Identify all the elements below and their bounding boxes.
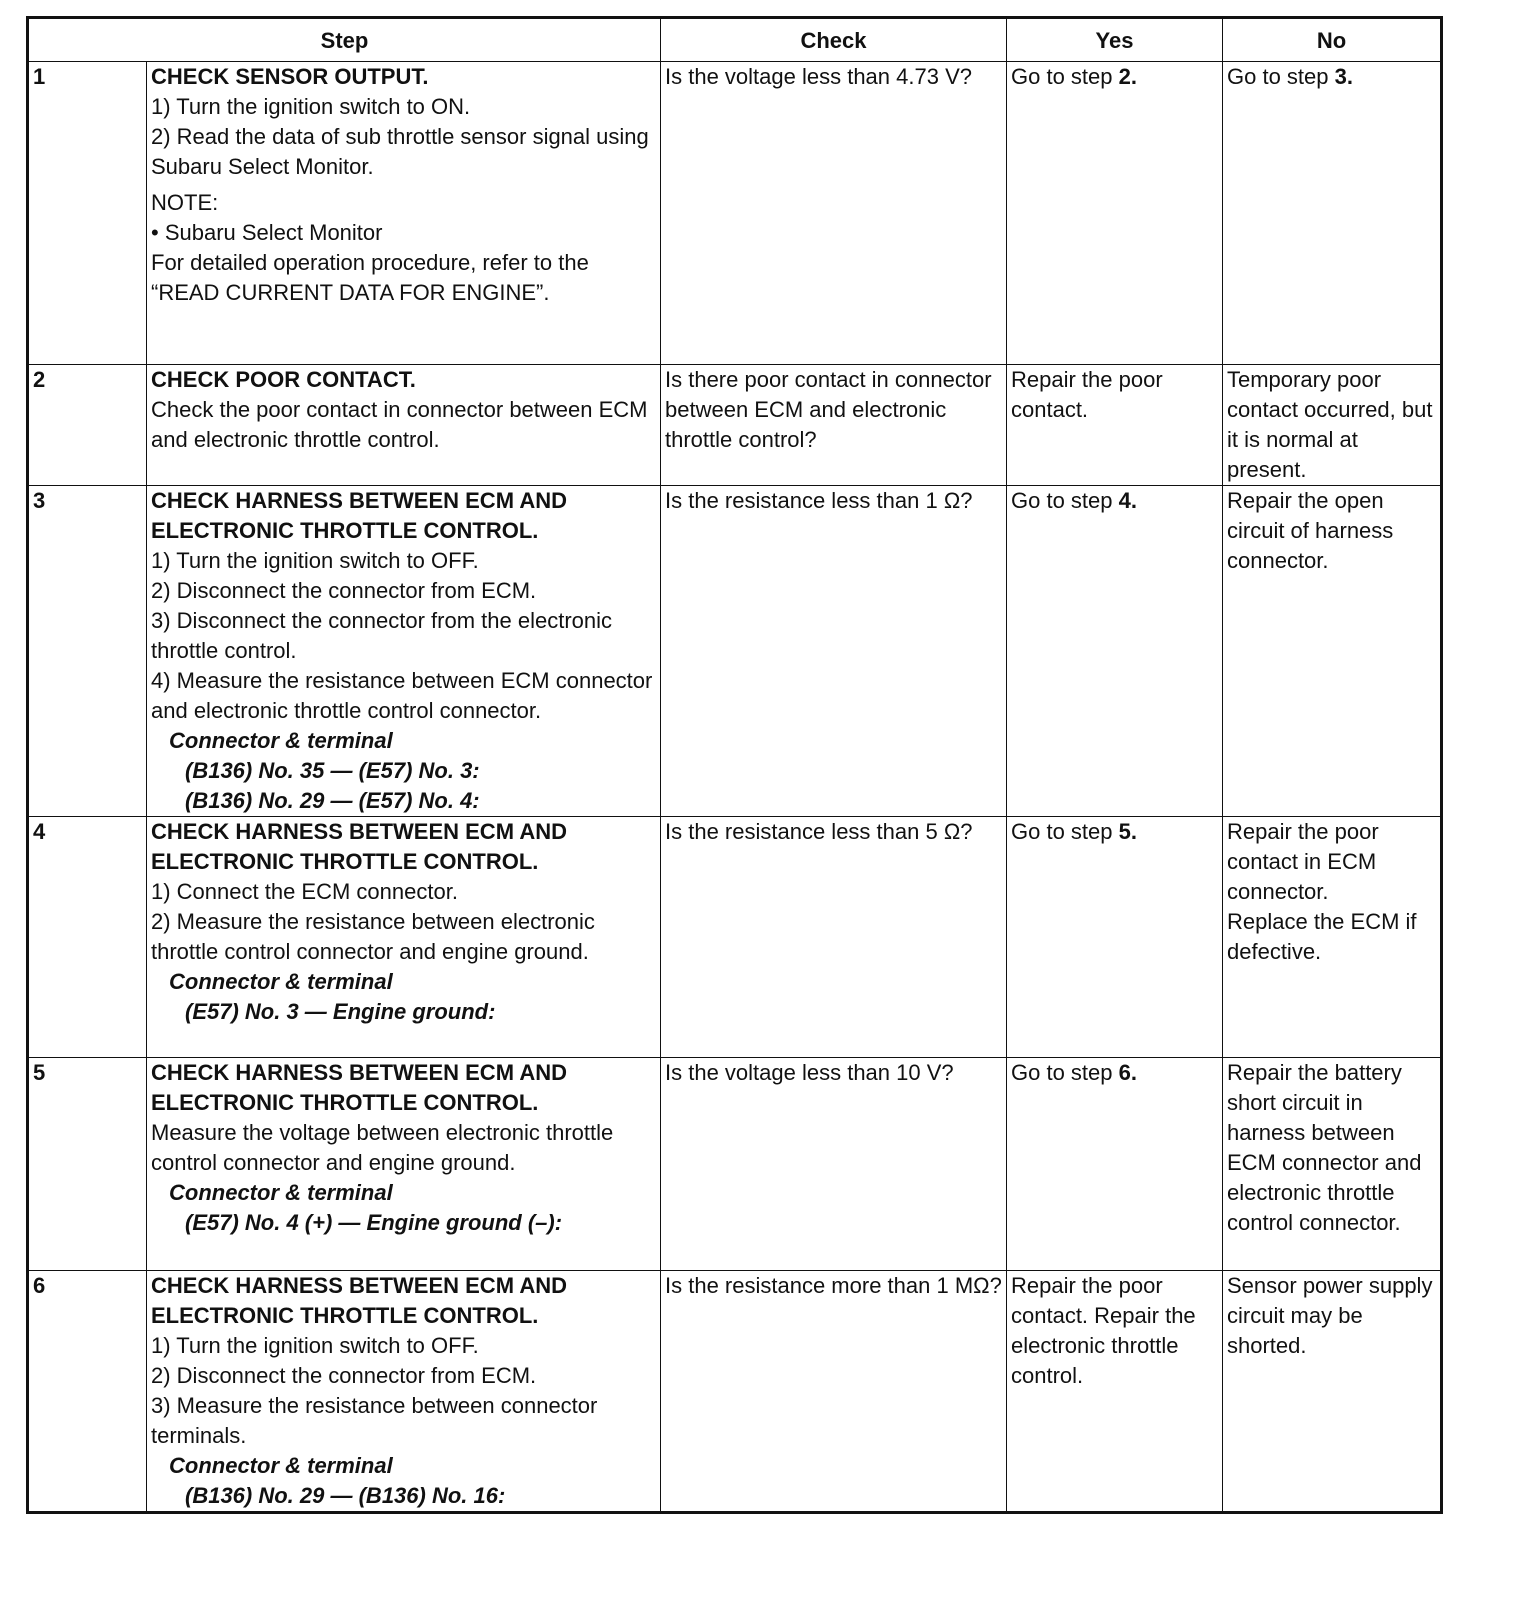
step-instruction: 1) Turn the ignition switch to OFF. bbox=[151, 1333, 479, 1358]
step-instruction: 3) Disconnect the connector from the electronic throttle control. bbox=[151, 608, 613, 663]
table-row bbox=[28, 1058, 1442, 1271]
table-row bbox=[28, 365, 1442, 486]
connector-terminal-label: Connector & terminal bbox=[169, 1453, 393, 1478]
connector-terminal-label: Connector & terminal bbox=[169, 969, 393, 994]
step-number: 4 bbox=[28, 817, 147, 1058]
step-title: CHECK HARNESS BETWEEN ECM AND ELECTRONIC THROTTLE CONTROL. bbox=[151, 1273, 567, 1328]
check-cell: Is the voltage less than 4.73 V? bbox=[661, 62, 1007, 365]
step-number: 1 bbox=[28, 62, 147, 365]
yes-step-ref: 5. bbox=[1118, 819, 1137, 844]
check-cell: Is there poor contact in connector between ECM and electronic throttle control? bbox=[661, 365, 1007, 486]
connector-terminal-label: Connector & terminal bbox=[169, 728, 393, 753]
yes-cell bbox=[1007, 817, 1223, 1058]
step-instruction: 3) Measure the resistance between connector terminals. bbox=[151, 1393, 598, 1448]
no-cell bbox=[1223, 62, 1442, 365]
step-description bbox=[147, 365, 661, 486]
table-row bbox=[28, 1271, 1442, 1513]
step-instruction: Check the poor contact in connector between ECM and electronic throttle control. bbox=[151, 397, 648, 452]
yes-cell bbox=[1007, 1058, 1223, 1271]
connector-terminal-spec: (B136) No. 35 — (E57) No. 3: bbox=[185, 758, 480, 783]
check-cell: Is the resistance less than 5 Ω? bbox=[661, 817, 1007, 1058]
step-title: CHECK HARNESS BETWEEN ECM AND ELECTRONIC THROTTLE CONTROL. bbox=[151, 488, 567, 543]
yes-prefix: Go to step bbox=[1011, 488, 1119, 513]
table-row bbox=[28, 486, 1442, 817]
step-description bbox=[147, 1058, 661, 1271]
step-description bbox=[147, 62, 661, 365]
header-no: No bbox=[1223, 18, 1442, 62]
no-text: Replace the ECM if defective. bbox=[1227, 909, 1417, 964]
step-instruction: Measure the voltage between electronic throttle control connector and engine ground. bbox=[151, 1120, 614, 1175]
no-cell: Sensor power supply circuit may be shorted. bbox=[1223, 1271, 1442, 1513]
yes-step-ref: 2. bbox=[1118, 64, 1137, 89]
table-row bbox=[28, 62, 1442, 365]
connector-terminal-spec: (E57) No. 3 — Engine ground: bbox=[185, 999, 496, 1024]
step-instruction: 1) Turn the ignition switch to OFF. bbox=[151, 548, 479, 573]
step-number: 3 bbox=[28, 486, 147, 817]
yes-cell bbox=[1007, 486, 1223, 817]
yes-prefix: Go to step bbox=[1011, 1060, 1119, 1085]
step-description bbox=[147, 486, 661, 817]
no-prefix: Go to step bbox=[1227, 64, 1335, 89]
step-description bbox=[147, 817, 661, 1058]
note-line: For detailed operation procedure, refer to the “READ CURRENT DATA FOR ENGINE”. bbox=[151, 250, 589, 305]
table-header-row bbox=[28, 18, 1442, 62]
no-cell: Repair the open circuit of harness connector. bbox=[1223, 486, 1442, 817]
yes-prefix: Go to step bbox=[1011, 64, 1119, 89]
connector-terminal-spec: (E57) No. 4 (+) — Engine ground (–): bbox=[185, 1210, 563, 1235]
step-instruction: 4) Measure the resistance between ECM connector and electronic throttle control connector. bbox=[151, 668, 653, 723]
step-description bbox=[147, 1271, 661, 1513]
no-cell: Repair the battery short circuit in harness between ECM connector and electronic throttle control connector. bbox=[1223, 1058, 1442, 1271]
step-instruction: 2) Disconnect the connector from ECM. bbox=[151, 578, 537, 603]
step-number: 6 bbox=[28, 1271, 147, 1513]
step-title: CHECK POOR CONTACT. bbox=[151, 367, 416, 392]
step-instruction: 1) Turn the ignition switch to ON. bbox=[151, 94, 471, 119]
step-number: 5 bbox=[28, 1058, 147, 1271]
step-title: CHECK HARNESS BETWEEN ECM AND ELECTRONIC THROTTLE CONTROL. bbox=[151, 1060, 567, 1115]
yes-step-ref: 6. bbox=[1118, 1060, 1137, 1085]
no-cell bbox=[1223, 817, 1442, 1058]
yes-cell: Repair the poor contact. Repair the electronic throttle control. bbox=[1007, 1271, 1223, 1513]
check-cell: Is the resistance less than 1 Ω? bbox=[661, 486, 1007, 817]
step-instruction: 2) Disconnect the connector from ECM. bbox=[151, 1363, 537, 1388]
step-title: CHECK HARNESS BETWEEN ECM AND ELECTRONIC THROTTLE CONTROL. bbox=[151, 819, 567, 874]
step-instruction: 2) Read the data of sub throttle sensor signal using Subaru Select Monitor. bbox=[151, 124, 649, 179]
connector-terminal-label: Connector & terminal bbox=[169, 1180, 393, 1205]
step-number: 2 bbox=[28, 365, 147, 486]
step-title: CHECK SENSOR OUTPUT. bbox=[151, 64, 429, 89]
table-row bbox=[28, 817, 1442, 1058]
header-step: Step bbox=[28, 18, 661, 62]
yes-cell bbox=[1007, 62, 1223, 365]
header-yes: Yes bbox=[1007, 18, 1223, 62]
no-step-ref: 3. bbox=[1334, 64, 1353, 89]
check-cell: Is the resistance more than 1 MΩ? bbox=[661, 1271, 1007, 1513]
yes-step-ref: 4. bbox=[1118, 488, 1137, 513]
no-text: Repair the poor contact in ECM connector. bbox=[1227, 819, 1379, 904]
note-label: NOTE: bbox=[151, 190, 219, 215]
yes-cell: Repair the poor contact. bbox=[1007, 365, 1223, 486]
header-check: Check bbox=[661, 18, 1007, 62]
no-cell: Temporary poor contact occurred, but it is normal at present. bbox=[1223, 365, 1442, 486]
diagnostic-table bbox=[26, 16, 1443, 1514]
note-line: • Subaru Select Monitor bbox=[151, 220, 383, 245]
step-instruction: 1) Connect the ECM connector. bbox=[151, 879, 458, 904]
connector-terminal-spec: (B136) No. 29 — (B136) No. 16: bbox=[185, 1483, 506, 1508]
step-instruction: 2) Measure the resistance between electronic throttle control connector and engine ground. bbox=[151, 909, 595, 964]
check-cell: Is the voltage less than 10 V? bbox=[661, 1058, 1007, 1271]
connector-terminal-spec: (B136) No. 29 — (E57) No. 4: bbox=[185, 788, 480, 813]
yes-prefix: Go to step bbox=[1011, 819, 1119, 844]
